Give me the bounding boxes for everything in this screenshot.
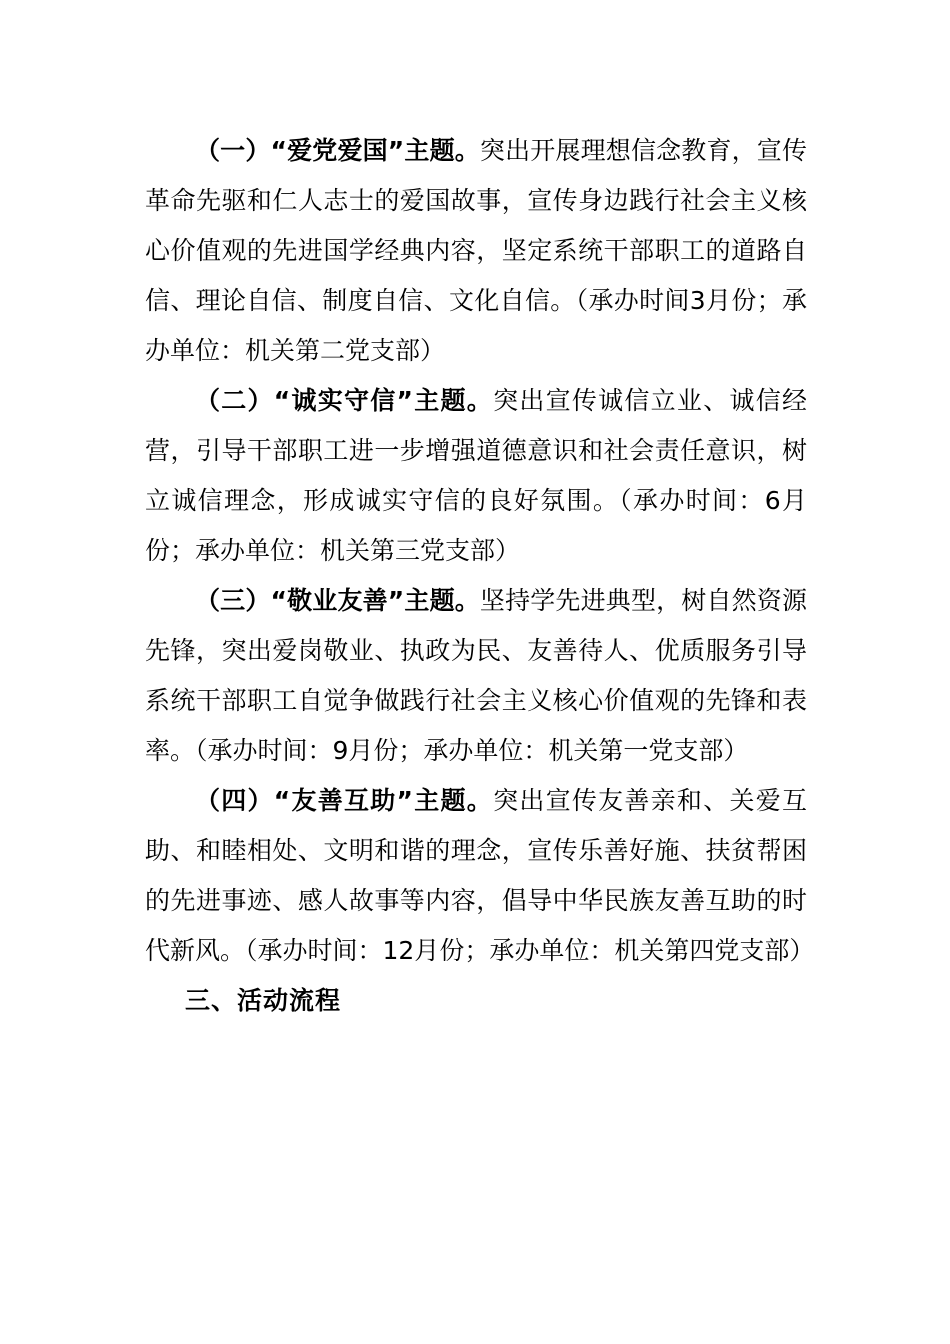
section-3-body: 坚持学先进典型，树自然资源先锋，突出爱岗敬业、执政为民、友善待人、优质服务引导系统干部职工自觉争做践行社会主义核心价值观的先锋和表率。（承办时间：9月份；承办单位：机关第一党支部） [145,586,807,765]
section-2-lead: （二）“诚实守信”主题。 [195,386,494,415]
section-4-body: 突出宣传友善亲和、关爱互助、和睦相处、文明和谐的理念，宣传乐善好施、扶贫帮困的先进事迹、感人故事等内容，倡导中华民族友善互助的时代新风。（承办时间：12月份；承办单位：机关第四党支部） [145,786,815,965]
section-2 [145,376,807,576]
section-3 [145,576,807,776]
section-1 [145,126,807,376]
section-2-body: 突出宣传诚信立业、诚信经营，引导干部职工进一步增强道德意识和社会责任意识，树立诚信理念，形成诚实守信的良好氛围。（承办时间：6月份；承办单位：机关第三党支部） [145,386,807,565]
document-page [145,126,815,1026]
section-4 [145,776,815,976]
section-1-lead: （一）“爱党爱国”主题。 [195,136,480,165]
section-1-body: 突出开展理想信念教育，宣传革命先驱和仁人志士的爱国故事，宣传身边践行社会主义核心价值观的先进国学经典内容，坚定系统干部职工的道路自信、理论自信、制度自信、文化自信。（承办时间3月份；承办单位：机关第二党支部） [145,136,807,365]
section-heading-activity-process: 三、活动流程 [185,986,342,1015]
section-3-lead: （三）“敬业友善”主题。 [195,586,480,615]
section-4-lead: （四）“友善互助”主题。 [195,786,494,815]
